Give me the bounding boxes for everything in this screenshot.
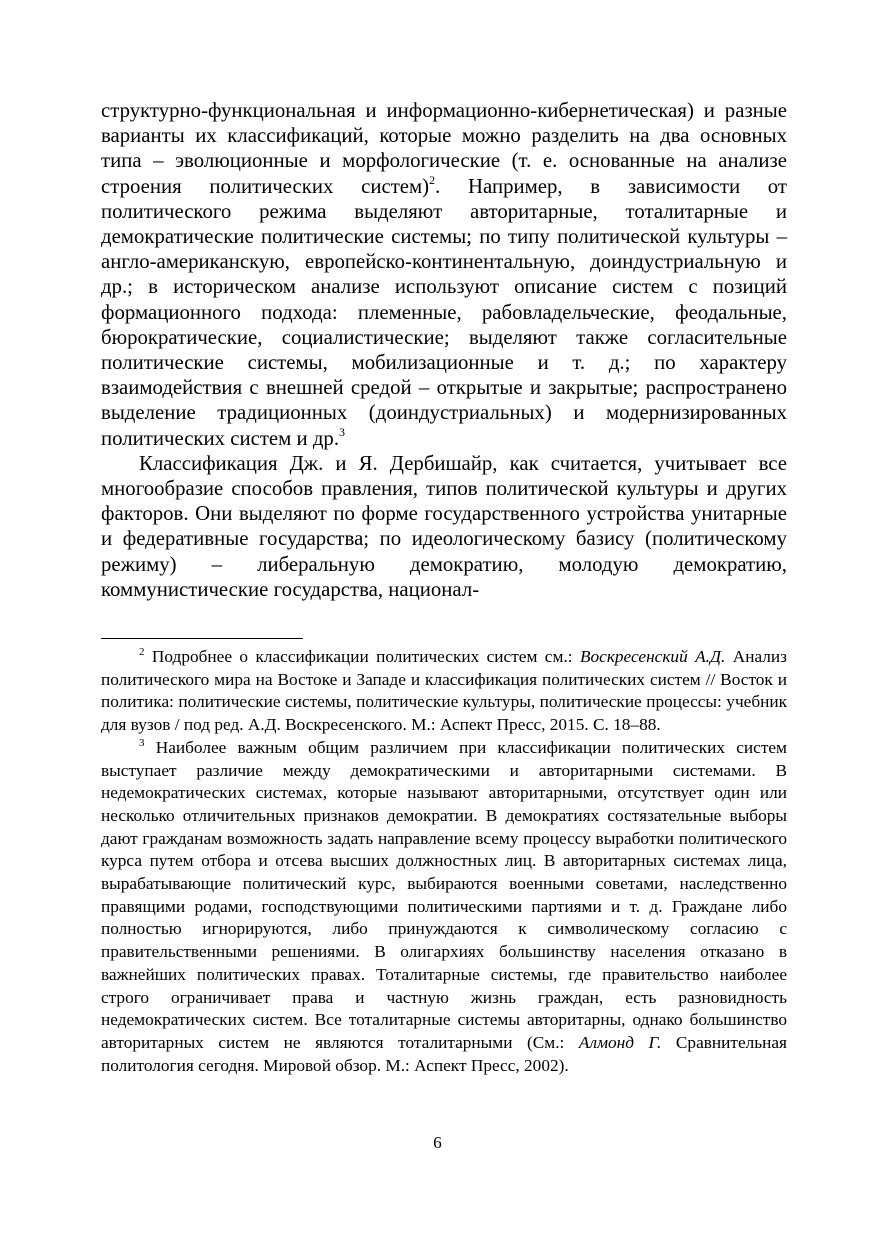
main-text bbox=[101, 98, 787, 602]
footnote-3-text: Наиболее важным общим различием при классификации политических систем выступает различие между демократическими и авторитарными системами. В недемократических системах, которые называют авторитарными, отсутствует один или несколько отличительных признаков демократии. В демократиях состязательные выборы дают гражданам возможность задать направление всему процессу выработки политического курса путем отбора и отсева высших должностных лиц. В авторитарных системах лица, вырабатывающие политический курс, выбираются военными советами, наследственно правящими родами, господствующими политическими партиями и т. д. Граждане либо полностью игнорируются, либо принуждаются к символическому согласию с правительственными решениями. В олигархиях большинству населения отказано в важнейших политических правах. Тоталитарные системы, где правительство наиболее строго ограничивает права и частную жизнь граждан, есть разновидность недемократических систем. Все тоталитарные системы авторитарны, однако большинство авторитарных систем не являются тоталитарными (См.: bbox=[101, 737, 787, 1052]
paragraph-1-continuation: . Например, в зависимости от политического режима выделяют авторитарные, тоталитарные и демократические политические системы; по типу политической культуры – англо-американскую, европейско-континентальную, доиндустриальную и др.; в историческом анализе используют описание систем с позиций формационного подхода: племенные, рабовладельческие, феодальные, бюрократические, социалистические; выделяют также согласительные политические системы, мобилизационные и т. д.; по характеру взаимодействия с внешней средой – открытые и закрытые; распространено выделение традиционных (доиндустриальных) и модернизированных политических систем и др. bbox=[101, 174, 787, 450]
paragraph-1-text: структурно-функциональная и информационно-кибернетическая) и разные варианты их классификаций, которые можно разделить на два основных типа – эволюционные и морфологические (т. е. основанные на анализе строения политических систем) bbox=[101, 99, 787, 198]
footnote-2-author: Воскресенский А.Д. bbox=[579, 647, 726, 666]
footnote-3 bbox=[101, 737, 787, 1078]
footnote-2 bbox=[101, 646, 787, 737]
footnote-2-text-continuation: Анализ политического мира на Востоке и Западе и классификация политических систем // Восток и политика: политические системы, политические культуры, политические процессы: учебник для вузов / под ред. А.Д. Воскресенского. М.: Аспект Пресс, 2015. С. 18–88. bbox=[101, 647, 787, 735]
footnote-number-2: 2 bbox=[139, 646, 145, 658]
paragraph bbox=[101, 451, 787, 602]
footnote-separator bbox=[101, 638, 303, 639]
footnote-reference-3[interactable]: 3 bbox=[339, 424, 346, 439]
footnote-number-3: 3 bbox=[139, 736, 145, 749]
footnote-reference-2[interactable]: 2 bbox=[429, 172, 436, 187]
footnotes bbox=[101, 646, 787, 1077]
footnote-3-text-continuation: Сравнительная политология сегодня. Мировой обзор. М.: Аспект Пресс, 2002). bbox=[101, 1032, 787, 1075]
paragraph-2-text: Классификация Дж. и Я. Дербишайр, как считается, учитывает все многообразие способов правления, типов политической культуры и других факторов. Они выделяют по форме государственного устройства унитарные и федеративные государства; по идеологическому базису (политическому режиму) – либеральную демократию, молодую демократию, коммунистические государства, национал- bbox=[101, 451, 787, 601]
footnote-2-text: Подробнее о классификации политических систем см.: bbox=[144, 647, 580, 666]
paragraph bbox=[101, 98, 787, 451]
page-number: 6 bbox=[433, 1133, 442, 1152]
footnote-3-author: Алмонд Г. bbox=[578, 1032, 662, 1052]
